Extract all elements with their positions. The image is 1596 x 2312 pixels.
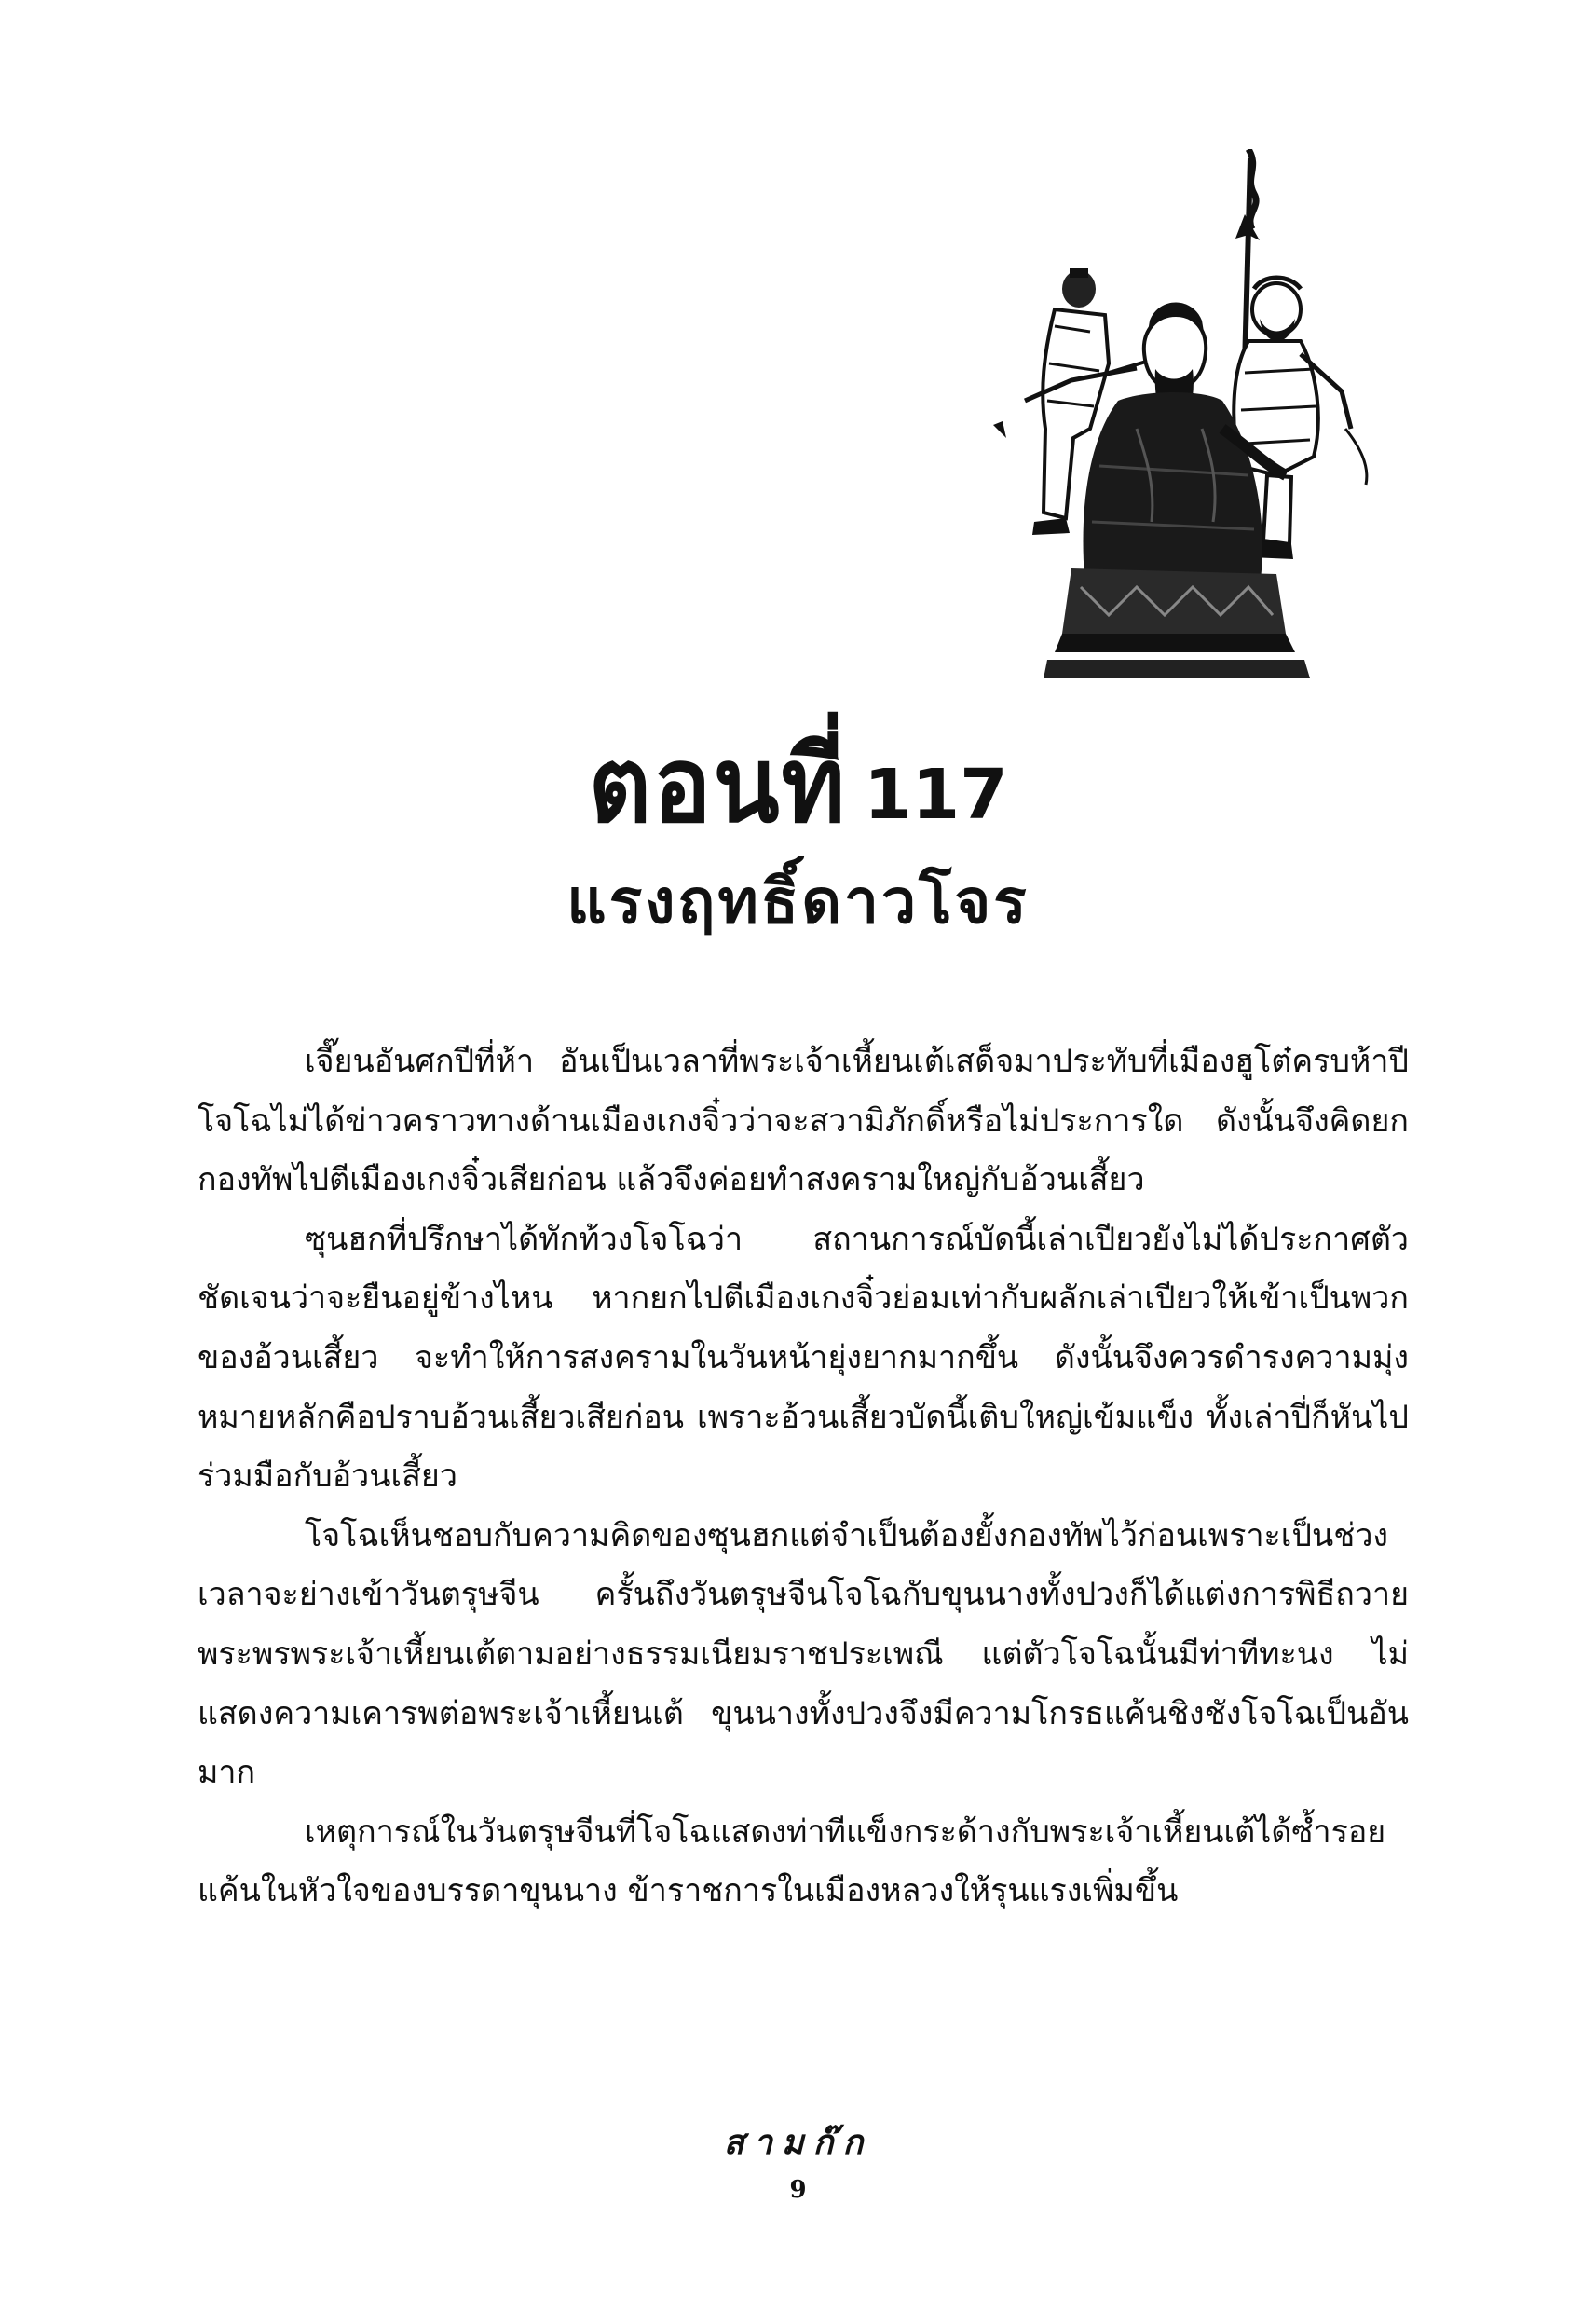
chapter-number: 117 (864, 755, 1008, 835)
paragraph: เจี๊ยนอันศกปีที่ห้า อันเป็นเวลาที่พระเจ้าเหี้ยนเต้เสด็จมาประทับที่เมืองฮูโต๋ครบห้าปี โจโฉไม่ได้ข่าวคราวทางด้านเมืองเกงจิ๋วว่าจะสวามิภักดิ์หรือไม่ประการใด ดังนั้นจึงคิดยกกองทัพไปตีเมืองเกงจิ๋วเสียก่อน แล้วจึงค่อยทำสงครามใหญ่กับอ้วนเสี้ยว (198, 1043, 1409, 1199)
chapter-title: แรงฤทธิ์ดาวโจร (566, 866, 1030, 937)
running-footer-book-title: สามก๊ก (723, 2123, 873, 2162)
chapter-heading-line (588, 723, 1008, 846)
page-number: 9 (789, 2176, 807, 2204)
body-text (198, 1033, 1409, 1922)
paragraph: เหตุการณ์ในวันตรุษจีนที่โจโฉแสดงท่าทีแข็งกระด้างกับพระเจ้าเหี้ยนเต้ได้ซ้ำรอยแค้นในหัวใจของบรรดาขุนนาง ข้าราชการในเมืองหลวงให้รุนแรงเพิ่มขึ้น (198, 1813, 1386, 1910)
paragraph: โจโฉเห็นชอบกับความคิดของซุนฮกแต่จำเป็นต้องยั้งกองทัพไว้ก่อนเพราะเป็นช่วงเวลาจะย่างเข้าวันตรุษจีน ครั้นถึงวันตรุษจีนโจโฉกับขุนนางทั้งปวงก็ได้แต่งการพิธีถวายพระพรพระเจ้าเหี้ยนเต้ตามอย่างธรรมเนียมราชประเพณี แต่ตัวโจโฉนั้นมีท่าทีทะนง ไม่แสดงความเคารพต่อพระเจ้าเหี้ยนเต้ ขุนนางทั้งปวงจึงมีความโกรธแค้นชิงชังโจโฉเป็นอันมาก (198, 1516, 1409, 1792)
chapter-heading (0, 723, 1596, 846)
paragraph: ซุนฮกที่ปรึกษาได้ทักท้วงโจโฉว่า สถานการณ์บัดนี้เล่าเปียวยังไม่ได้ประกาศตัวชัดเจนว่าจะยืนอยู่ข้างไหน หากยกไปตีเมืองเกงจิ๋วย่อมเท่ากับผลักเล่าเปียวให้เข้าเป็นพวกของอ้วนเสี้ยว จะทำให้การสงครามในวันหน้ายุ่งยากมากขึ้น ดังนั้นจึงควรดำรงความมุ่งหมายหลักคือปราบอ้วนเสี้ยวเสียก่อน เพราะอ้วนเสี้ยวบัดนี้เติบใหญ่เข้มแข็ง ทั้งเล่าปี่ก็หันไปร่วมมือกับอ้วนเสี้ยว (198, 1220, 1409, 1496)
chapter-word: ตอนที่ (588, 723, 848, 846)
three-generals-illustration (969, 149, 1379, 708)
